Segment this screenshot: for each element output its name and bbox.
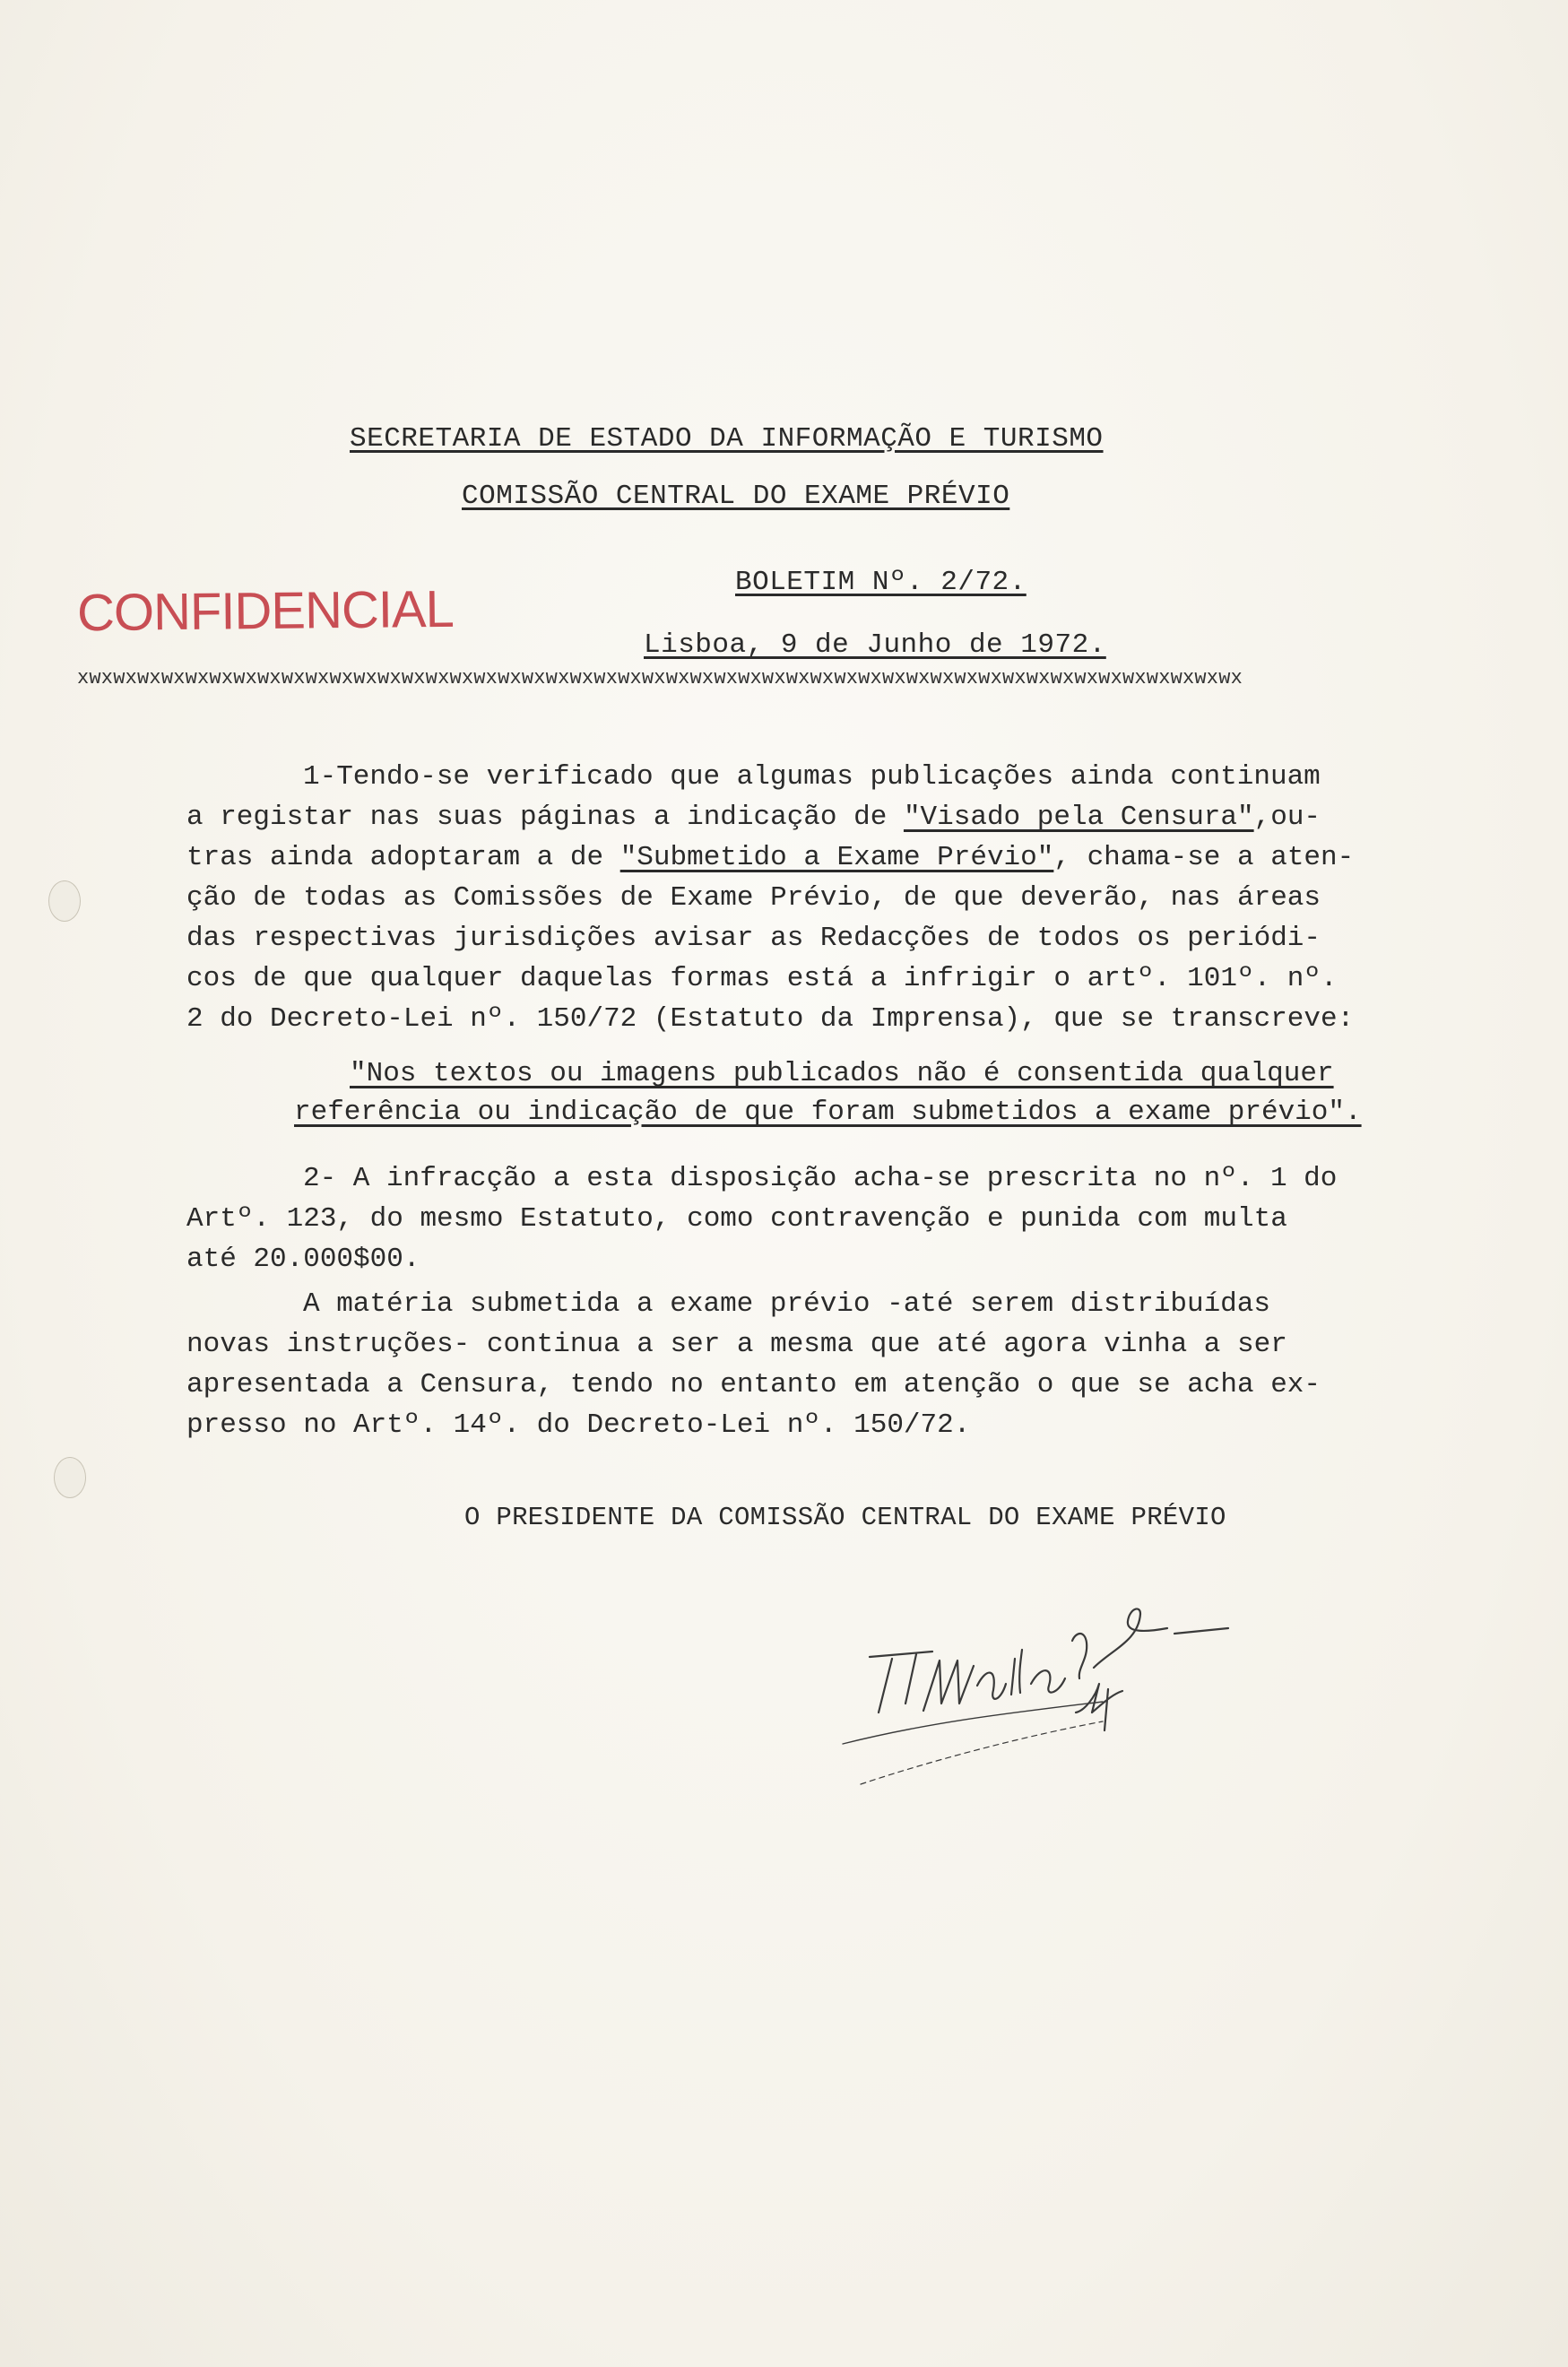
- text-line: tras ainda adoptaram a de "Submetido a Exame Prévio", chama-se a aten-: [186, 842, 1355, 873]
- commission-heading: COMISSÃO CENTRAL DO EXAME PRÉVIO: [462, 481, 1010, 512]
- text-line: 2 do Decreto-Lei nº. 150/72 (Estatuto da Imprensa), que se transcreve:: [186, 1003, 1355, 1035]
- submetido-quote: "Submetido a Exame Prévio": [619, 842, 1054, 873]
- president-title: O PRESIDENTE DA COMISSÃO CENTRAL DO EXAME PRÉVIO: [464, 1503, 1226, 1532]
- quote-line: "Nos textos ou imagens publicados não é consentida qualquer: [350, 1058, 1334, 1089]
- place-date: Lisboa, 9 de Junho de 1972.: [644, 629, 1106, 661]
- punch-hole: [48, 880, 81, 922]
- handwritten-signature: [807, 1578, 1309, 1811]
- punch-hole: [54, 1457, 86, 1498]
- text-line: 2- A infracção a esta disposição acha-se prescrita no nº. 1 do: [303, 1163, 1338, 1194]
- text-line: 1-Tendo-se verificado que algumas publicações ainda continuam: [303, 761, 1321, 793]
- text-line: presso no Artº. 14º. do Decreto-Lei nº. 150/72.: [186, 1409, 971, 1441]
- text-line: ção de todas as Comissões de Exame Prévio, de que deverão, nas áreas: [186, 882, 1321, 914]
- text-line: novas instruções- continua a ser a mesma que até agora vinha a ser: [186, 1329, 1287, 1360]
- text-line: até 20.000$00.: [186, 1244, 420, 1275]
- text-line: das respectivas jurisdições avisar as Redacções de todos os periódi-: [186, 923, 1321, 954]
- text-line: Artº. 123, do mesmo Estatuto, como contravenção e punida com multa: [186, 1203, 1287, 1235]
- text-line: A matéria submetida a exame prévio -até serem distribuídas: [303, 1288, 1270, 1320]
- quote-line: referência ou indicação de que foram submetidos a exame prévio".: [294, 1097, 1362, 1128]
- paragraph-3: [186, 1284, 1477, 1445]
- text-line: apresentada a Censura, tendo no entanto em atenção o que se acha ex-: [186, 1369, 1321, 1400]
- bulletin-number: BOLETIM Nº. 2/72.: [735, 567, 1027, 598]
- separator-line: xwxwxwxwxwxwxwxwxwxwxwxwxwxwxwxwxwxwxwxwxwxwxwxwxwxwxwxwxwxwxwxwxwxwxwxwxwxwxwxwxwxwxwxwxwxwxwxwx: [77, 667, 1243, 689]
- text-line: a registar nas suas páginas a indicação de "Visado pela Censura",ou-: [186, 802, 1321, 833]
- visado-quote: "Visado pela Censura": [903, 802, 1254, 833]
- confidential-stamp: CONFIDENCIAL: [76, 579, 455, 643]
- law-quote: [296, 1054, 1488, 1131]
- paragraph-2: [186, 1158, 1477, 1279]
- ministry-heading: SECRETARIA DE ESTADO DA INFORMAÇÃO E TURISMO: [350, 423, 1104, 455]
- text-line: cos de que qualquer daquelas formas está a infrigir o artº. 101º. nº.: [186, 963, 1338, 994]
- paragraph-1: [186, 757, 1477, 1039]
